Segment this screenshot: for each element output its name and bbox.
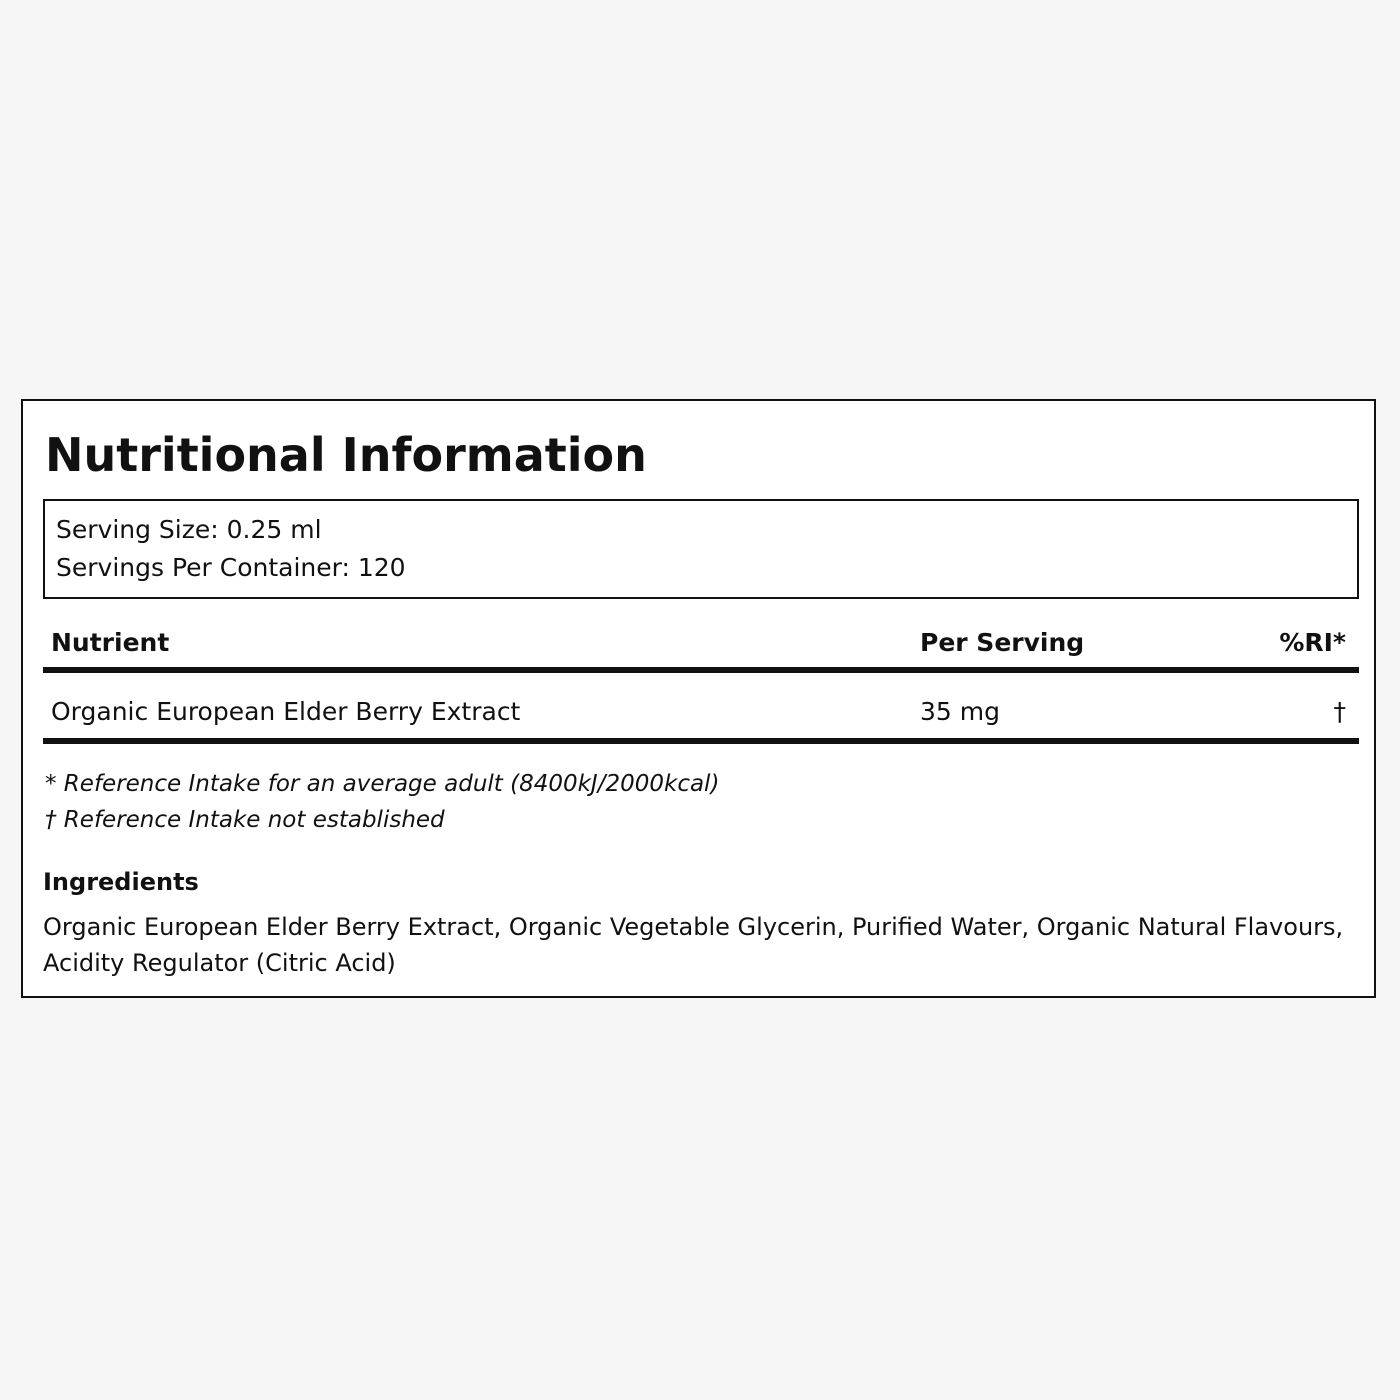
header-divider bbox=[43, 667, 1359, 673]
row-nutrient-name: Organic European Elder Berry Extract bbox=[51, 697, 521, 726]
column-header-per-serving: Per Serving bbox=[920, 628, 1085, 657]
column-header-nutrient: Nutrient bbox=[51, 628, 170, 657]
panel-title: Nutritional Information bbox=[45, 428, 647, 482]
servings-per-container: Servings Per Container: 120 bbox=[56, 553, 406, 582]
row-ri: † bbox=[1333, 697, 1346, 726]
ingredients-heading: Ingredients bbox=[43, 868, 199, 896]
footnote-reference-intake: * Reference Intake for an average adult (8400kJ/2000kcal) bbox=[45, 771, 720, 797]
ingredients-text: Organic European Elder Berry Extract, Organic Vegetable Glycerin, Purified Water, Organic Natural Flavours, Acidity Regulator (Citric Acid) bbox=[43, 913, 1344, 977]
serving-info-box bbox=[43, 499, 1359, 599]
footnote-not-established: † Reference Intake not established bbox=[45, 807, 445, 833]
row-per-serving: 35 mg bbox=[920, 697, 1000, 726]
serving-size: Serving Size: 0.25 ml bbox=[56, 515, 322, 544]
column-header-ri: %RI* bbox=[1279, 628, 1346, 657]
table-bottom-divider bbox=[43, 738, 1359, 744]
nutrition-panel bbox=[21, 399, 1376, 998]
